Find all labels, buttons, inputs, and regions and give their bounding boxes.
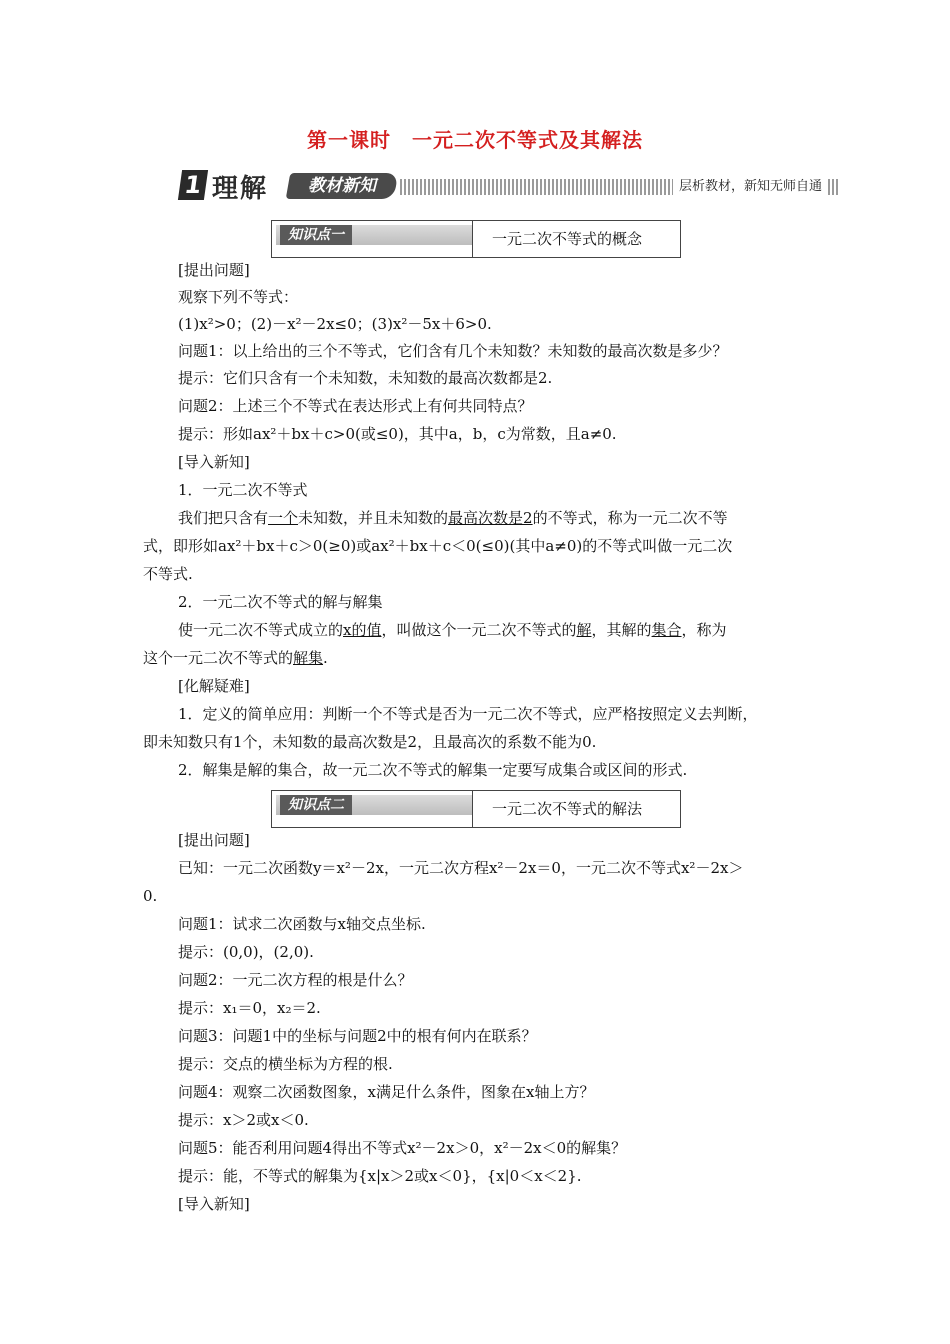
hint-line: 提示：形如ax²＋bx＋c>0(或≤0)，其中a，b，c为常数，且a≠0.: [178, 425, 617, 443]
underlined-term: 解: [576, 621, 592, 639]
text-span: .: [323, 649, 328, 667]
text-span: 未知数，并且未知数的: [298, 509, 449, 527]
underlined-term: 最高次数是2: [448, 509, 533, 527]
text-line: 2．解集是解的集合，故一元二次不等式的解集一定要写成集合或区间的形式.: [178, 761, 688, 779]
underlined-term: 解集: [293, 649, 324, 667]
subsection-title: 2．一元二次不等式的解与解集: [178, 593, 383, 611]
text-span: 使一元二次不等式成立的: [178, 621, 344, 639]
text-line: 不等式.: [143, 565, 193, 583]
hint-line: 提示：能，不等式的解集为{x|x＞2或x＜0}，{x|0＜x＜2}.: [178, 1167, 582, 1185]
hint-line: 提示：它们只含有一个未知数，未知数的最高次数都是2.: [178, 369, 553, 387]
text-line: 0.: [143, 887, 158, 905]
question-line: 问题3：问题1中的坐标与问题2中的根有何内在联系？: [178, 1027, 537, 1045]
underlined-term: x的值: [343, 621, 382, 639]
banner-chip-label: 教材新知: [308, 176, 376, 196]
question-line: 问题4：观察二次函数图象，x满足什么条件，图象在x轴上方？: [178, 1083, 595, 1101]
section-banner: [176, 166, 848, 206]
text-line: (1)x²>0；(2)－x²－2x≤0；(3)x²－5x＋6>0.: [178, 315, 492, 333]
section-heading: [提出问题]: [178, 261, 250, 279]
banner-tagline: 层析教材，新知无师自通: [673, 176, 828, 198]
page-title: 第一课时 一元二次不等式及其解法: [307, 128, 643, 152]
underlined-term: 集合: [651, 621, 682, 639]
question-line: 问题5：能否利用问题4得出不等式x²－2x＞0，x²－2x＜0的解集？: [178, 1139, 627, 1157]
text-span: 我们把只含有: [178, 509, 269, 527]
text-span: ，叫做这个一元二次不等式的: [381, 621, 577, 639]
hint-line: 提示：交点的横坐标为方程的根.: [178, 1055, 393, 1073]
section-heading: [化解疑难]: [178, 677, 250, 695]
knowledge-point-name: 一元二次不等式的概念: [492, 230, 643, 248]
divider: [472, 221, 473, 257]
text-line: 即未知数只有1个，未知数的最高次数是2，且最高次的系数不能为0.: [143, 733, 597, 751]
knowledge-point-name: 一元二次不等式的解法: [492, 800, 643, 818]
banner-number: 1: [178, 170, 208, 200]
banner-chip: [286, 173, 399, 199]
question-line: 问题2：一元二次方程的根是什么？: [178, 971, 413, 989]
text-line: [143, 646, 328, 670]
text-line: 观察下列不等式：: [178, 288, 299, 306]
text-span: ，其解的: [591, 621, 652, 639]
knowledge-point-box-2: [271, 790, 681, 828]
text-line: 已知：一元二次函数y＝x²－2x，一元二次方程x²－2x＝0，一元二次不等式x²－2x＞: [178, 859, 744, 877]
knowledge-point-tag: 知识点二: [280, 795, 352, 815]
knowledge-point-tag: 知识点一: [280, 225, 352, 245]
banner-main-label: 理解: [212, 174, 269, 204]
subsection-title: 1．一元二次不等式: [178, 481, 308, 499]
section-heading: [提出问题]: [178, 831, 250, 849]
knowledge-point-box-1: [271, 220, 681, 258]
text-line: 1．定义的简单应用：判断一个不等式是否为一元二次不等式，应严格按照定义去判断，: [178, 705, 758, 723]
text-span: 的不等式，称为一元二次不等: [532, 509, 728, 527]
question-line: 问题2：上述三个不等式在表达形式上有何共同特点？: [178, 397, 533, 415]
text-line: 式，即形如ax²＋bx＋c＞0(≥0)或ax²＋bx＋c＜0(≤0)(其中a≠0)的不等式叫做一元二次: [143, 537, 733, 555]
hint-line: 提示：x＞2或x＜0.: [178, 1111, 309, 1129]
text-span: ，称为: [681, 621, 727, 639]
section-heading: [导入新知]: [178, 453, 250, 471]
question-line: 问题1：试求二次函数与x轴交点坐标.: [178, 915, 426, 933]
question-line: 问题1：以上给出的三个不等式，它们含有几个未知数？未知数的最高次数是多少？: [178, 342, 728, 360]
text-span: 这个一元二次不等式的: [143, 649, 294, 667]
section-heading: [导入新知]: [178, 1195, 250, 1213]
knowledge-point-tag-bar: [276, 225, 472, 245]
text-line: [178, 618, 727, 642]
knowledge-point-tag-bar: [276, 795, 472, 815]
divider: [472, 791, 473, 827]
underlined-term: 一个: [268, 509, 299, 527]
hint-line: 提示：(0,0)，(2,0).: [178, 943, 314, 961]
text-line: [178, 506, 728, 530]
hint-line: 提示：x₁＝0，x₂＝2.: [178, 999, 321, 1017]
